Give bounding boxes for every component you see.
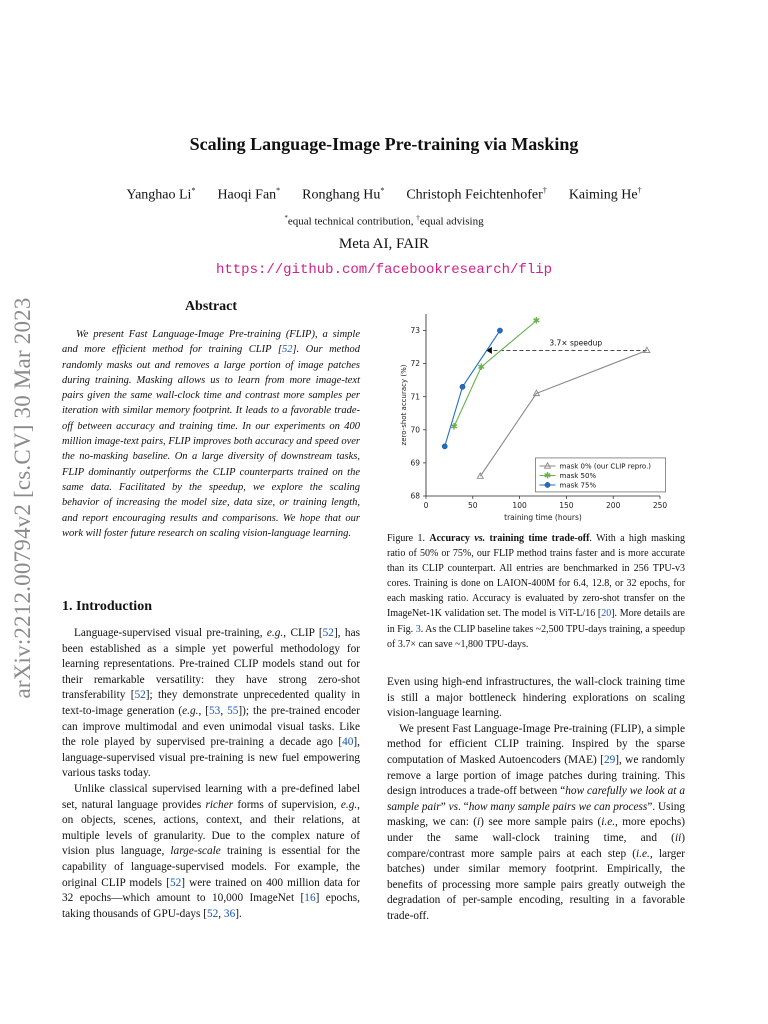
x-axis-label: training time (hours): [504, 513, 582, 522]
x-tick-label: 50: [468, 501, 478, 510]
speedup-annotation: 3.7× speedup: [549, 338, 603, 348]
figure-link[interactable]: 3: [415, 623, 421, 635]
right-paragraph-2: We present Fast Language-Image Pre-training (FLIP), a simple method for efficient CLIP training. Inspired by the sparse computation of Masked Autoencoders (MAE) [29], we randomly remove a large portion of image patches during training. This design introduces a trade-off between “how carefully we look at a sample pair” vs. “how many sample pairs we can process”. Using masking, we can: (i) see more sample pairs (i.e., more epochs) under the same wall-clock training time, and (ii) compare/contrast more sample pairs at each step (i.e., larger batches) under similar memory footprint. Empirically, the benefits of processing more sample pairs greatly outweigh the degradation of per-sample encoding, resulting in a favorable trade-off.: [387, 722, 686, 922]
citation-link[interactable]: 53: [209, 704, 221, 717]
repo-link[interactable]: https://github.com/facebookresearch/flip: [215, 262, 553, 278]
author: Christoph Feichtenhofer†: [406, 186, 547, 203]
right-paragraph-1: Even using high-end infrastructures, the wall-clock training time is still a major bottleneck hindering explorations on scaling vision-language learning.: [387, 676, 685, 720]
x-tick-label: 250: [652, 501, 668, 510]
author: Haoqi Fan*: [217, 186, 281, 203]
citation-link[interactable]: 52: [206, 907, 219, 920]
citation-link[interactable]: 36: [223, 907, 236, 920]
author-list: [0, 186, 768, 204]
x-tick-label: 100: [512, 501, 527, 510]
data-point: [460, 384, 465, 389]
arxiv-stamp-text: arXiv:2212.00794v2 [cs.CV] 30 Mar 2023: [10, 297, 35, 699]
series-line: [480, 350, 647, 476]
citation-link[interactable]: 16: [304, 892, 316, 905]
y-tick-label: 68: [410, 491, 420, 501]
legend-label: mask 50%: [559, 471, 597, 480]
affiliation: Meta AI, FAIR: [338, 236, 430, 252]
citation-link[interactable]: 40: [342, 736, 354, 749]
legend-marker: [545, 482, 550, 487]
citation-link[interactable]: 52: [281, 344, 293, 356]
citation-link[interactable]: 52: [169, 876, 182, 889]
legend-label: mask 0% (our CLIP repro.): [559, 462, 652, 471]
data-point: ✱: [477, 362, 485, 373]
series-line: [454, 321, 536, 427]
contribution-note: *equal technical contribution, †equal advising: [284, 214, 484, 228]
intro-paragraph-2: Unlike classical supervised learning with a pre-defined label set, natural language provides richer forms of supervision, e.g., on objects, scenes, actions, context, and their relations, at multiple levels of granularity. Due to the complex nature of vision plus language, large-scale training is essential for the capability of language-supervised models. For example, the original CLIP models [52] were trained on 400 million data for 32 epochs—which amount to 10,000 ImageNet [16] epochs, taking thousands of GPU-days [52, 36].: [62, 782, 360, 920]
y-tick-label: 71: [410, 392, 420, 402]
section-heading-introduction: 1. Introduction: [62, 599, 152, 614]
data-point: [497, 328, 502, 333]
data-point: [442, 444, 447, 449]
y-tick-label: 69: [410, 458, 420, 468]
intro-paragraph-1: Language-supervised visual pre-training, e.g., CLIP [52], has been established as a simple yet powerful methodology for learning representations. Pre-trained CLIP models stand out for their remarkable versatility: they have strong zero-shot transferability [52]; they demonstrate unprecedented quality in text-to-image generation (e.g., [53, 55]); the pre-trained encoder can improve multimodal and even unimodal visual tasks. Like the role played by supervised pre-training a decade ago [40], language-supervised visual pre-training is new fuel empowering various tasks today.: [62, 627, 360, 780]
data-point: [644, 347, 650, 352]
abstract-body: We present Fast Language-Image Pre-training (FLIP), a simple and more efficient method for training CLIP [52]. Our method randomly masks out and removes a large portion of image patches during training. Masking allows us to learn from more image-text pairs given the same wall-clock time and contrast more samples per iteration with similar memory footprint. It leads to a favorable trade-off between accuracy and training time. In our experiments on 400 million image-text pairs, FLIP improves both accuracy and speed over the no-masking baseline. On a large diversity of downstream tasks, FLIP dominantly outperforms the CLIP counterparts trained on the same data. Facilitated by the speedup, we explore the scaling behavior of increasing the model size, data size, or training length, and report encouraging results and comparisons. We hope that our work will foster future research on scaling vision-language learning.: [62, 329, 360, 539]
accuracy-vs-time-chart: [390, 308, 680, 528]
y-tick-label: 72: [410, 359, 420, 369]
introduction-body: [62, 626, 360, 922]
x-tick-label: 200: [606, 501, 621, 510]
citation-link[interactable]: 55: [227, 704, 239, 717]
y-tick-label: 73: [410, 326, 420, 336]
paper-title: Scaling Language-Image Pre-training via Masking: [189, 134, 579, 154]
legend-label: mask 75%: [559, 481, 597, 490]
author: Yanghao Li*: [126, 186, 196, 203]
y-axis-label: zero-shot accuracy (%): [400, 364, 408, 446]
legend-marker: ✱: [543, 471, 552, 482]
arxiv-stamp: [4, 268, 42, 728]
right-column-body: [387, 675, 685, 925]
citation-link[interactable]: 52: [134, 689, 146, 702]
citation-link[interactable]: 29: [603, 753, 616, 766]
x-tick-label: 150: [559, 501, 574, 510]
abstract-heading: Abstract: [184, 299, 238, 314]
data-point: ✱: [450, 422, 458, 433]
citation-link[interactable]: 20: [601, 608, 612, 620]
y-tick-label: 70: [410, 425, 420, 435]
author: Ronghang Hu*: [302, 186, 385, 203]
figure-caption: Figure 1. Accuracy vs. training time trade-off. With a high masking ratio of 50% or 75%, our FLIP method trains faster and is more accurate than its CLIP counterpart. All entries are benchmarked in 256 TPU-v3 cores. Training is done on LAION-400M for 6.4, 12.8, or 32 epochs, for each masking ratio. Accuracy is evaluated by zero-shot transfer on the ImageNet-1K validation set. The model is ViT-L/16 [20]. More details are in Fig. 3. As the CLIP baseline takes ~2,500 TPU-days training, a speedup of 3.7× can save ~1,800 TPU-days.: [387, 533, 685, 650]
x-tick-label: 0: [423, 501, 429, 510]
data-point: ✱: [532, 316, 541, 327]
author: Kaiming He†: [568, 186, 642, 203]
citation-link[interactable]: 52: [322, 627, 334, 639]
